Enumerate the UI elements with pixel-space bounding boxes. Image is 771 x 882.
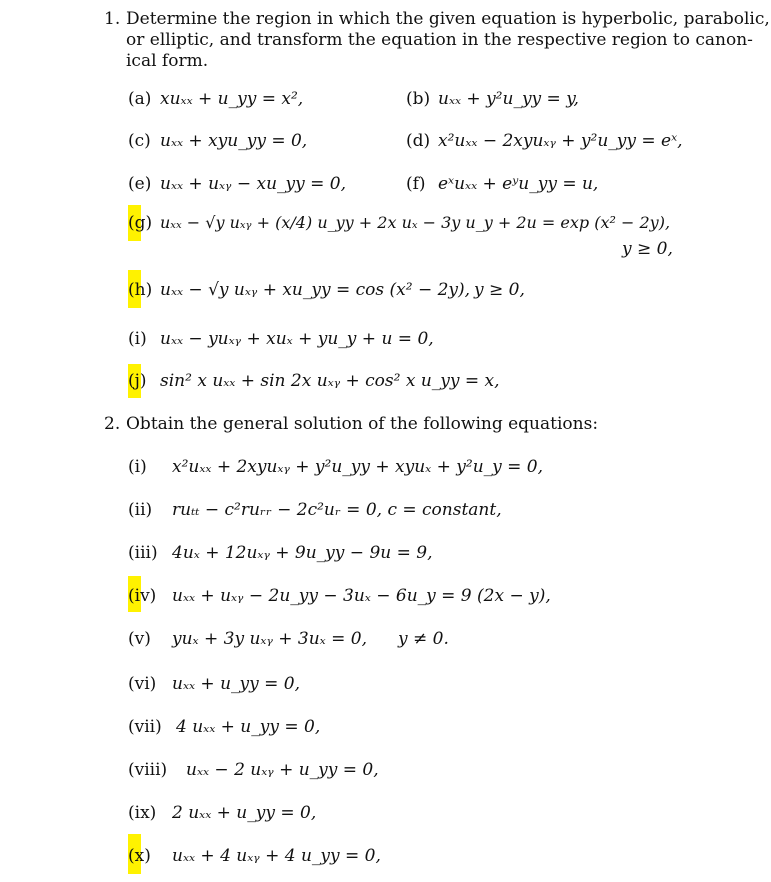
item-2iii-label: (iii) xyxy=(128,543,158,563)
item-e-label: (e) xyxy=(128,174,152,194)
item-b-equation: uₓₓ + y²u_yy = y, xyxy=(438,89,579,109)
item-2ii-equation: ruₜₜ − c²ruᵣᵣ − 2c²uᵣ = 0, c = constant, xyxy=(172,500,502,520)
item-g-label: (g) xyxy=(128,213,153,233)
item-g-condition: y ≥ 0, xyxy=(622,239,673,259)
item-f-equation: eˣuₓₓ + eʸu_yy = u, xyxy=(438,174,599,194)
problem-2-number: 2. xyxy=(104,414,121,434)
item-2v-label: (v) xyxy=(128,629,151,649)
item-h-condition: y ≥ 0, xyxy=(474,280,525,300)
item-2iv-equation: uₓₓ + uₓᵧ − 2u_yy − 3uₓ − 6u_y = 9 (2x − y), xyxy=(172,586,551,606)
item-h-label: (h) xyxy=(128,280,153,300)
item-h-equation: uₓₓ − √y uₓᵧ + xu_yy = cos (x² − 2y), xyxy=(160,280,471,300)
item-2vi-label: (vi) xyxy=(128,674,157,694)
item-i-label: (i) xyxy=(128,329,147,349)
item-2vii-equation: 4 uₓₓ + u_yy = 0, xyxy=(176,717,321,737)
item-a-label: (a) xyxy=(128,89,152,109)
item-i-equation: uₓₓ − yuₓᵧ + xuₓ + yu_y + u = 0, xyxy=(160,329,434,349)
item-j-label: (j) xyxy=(128,371,147,391)
item-2vi-equation: uₓₓ + u_yy = 0, xyxy=(172,674,300,694)
item-2v-equation: yuₓ + 3y uₓᵧ + 3uₓ = 0, xyxy=(172,629,367,649)
item-2viii-label: (viii) xyxy=(128,760,168,780)
item-g-equation: uₓₓ − √y uₓᵧ + (x/4) u_yy + 2x uₓ − 3y u_y + 2u = exp (x² − 2y), xyxy=(160,213,671,232)
item-2iii-equation: 4uₓ + 12uₓᵧ + 9u_yy − 9u = 9, xyxy=(172,543,433,563)
item-2viii-equation: uₓₓ − 2 uₓᵧ + u_yy = 0, xyxy=(186,760,379,780)
problem-1-intro-line-3: ical form. xyxy=(126,51,209,71)
item-2ix-equation: 2 uₓₓ + u_yy = 0, xyxy=(172,803,317,823)
item-2iv-label: (iv) xyxy=(128,586,157,606)
item-2i-label: (i) xyxy=(128,457,147,477)
item-b-label: (b) xyxy=(406,89,431,109)
item-2i-equation: x²uₓₓ + 2xyuₓᵧ + y²u_yy + xyuₓ + y²u_y = 0, xyxy=(172,457,544,477)
item-a-equation: xuₓₓ + u_yy = x², xyxy=(160,89,304,109)
item-c-equation: uₓₓ + xyu_yy = 0, xyxy=(160,131,308,151)
problem-1-intro-line-2: or elliptic, and transform the equation in the respective region to canon- xyxy=(126,30,753,50)
item-2v-condition: y ≠ 0. xyxy=(398,629,449,649)
item-2ii-label: (ii) xyxy=(128,500,153,520)
item-j-equation: sin² x uₓₓ + sin 2x uₓᵧ + cos² x u_yy = x, xyxy=(160,371,500,391)
item-c-label: (c) xyxy=(128,131,151,151)
item-d-equation: x²uₓₓ − 2xyuₓᵧ + y²u_yy = eˣ, xyxy=(438,131,683,151)
problem-1-intro-line-1: Determine the region in which the given equation is hyperbolic, parabolic, xyxy=(126,9,770,29)
item-2vii-label: (vii) xyxy=(128,717,162,737)
problem-1-number: 1. xyxy=(104,9,121,29)
item-e-equation: uₓₓ + uₓᵧ − xu_yy = 0, xyxy=(160,174,347,194)
problem-2-intro: Obtain the general solution of the following equations: xyxy=(126,414,599,434)
item-d-label: (d) xyxy=(406,131,431,151)
item-2x-label: (x) xyxy=(128,846,151,866)
item-2ix-label: (ix) xyxy=(128,803,157,823)
item-2x-equation: uₓₓ + 4 uₓᵧ + 4 u_yy = 0, xyxy=(172,846,381,866)
item-f-label: (f) xyxy=(406,174,426,194)
